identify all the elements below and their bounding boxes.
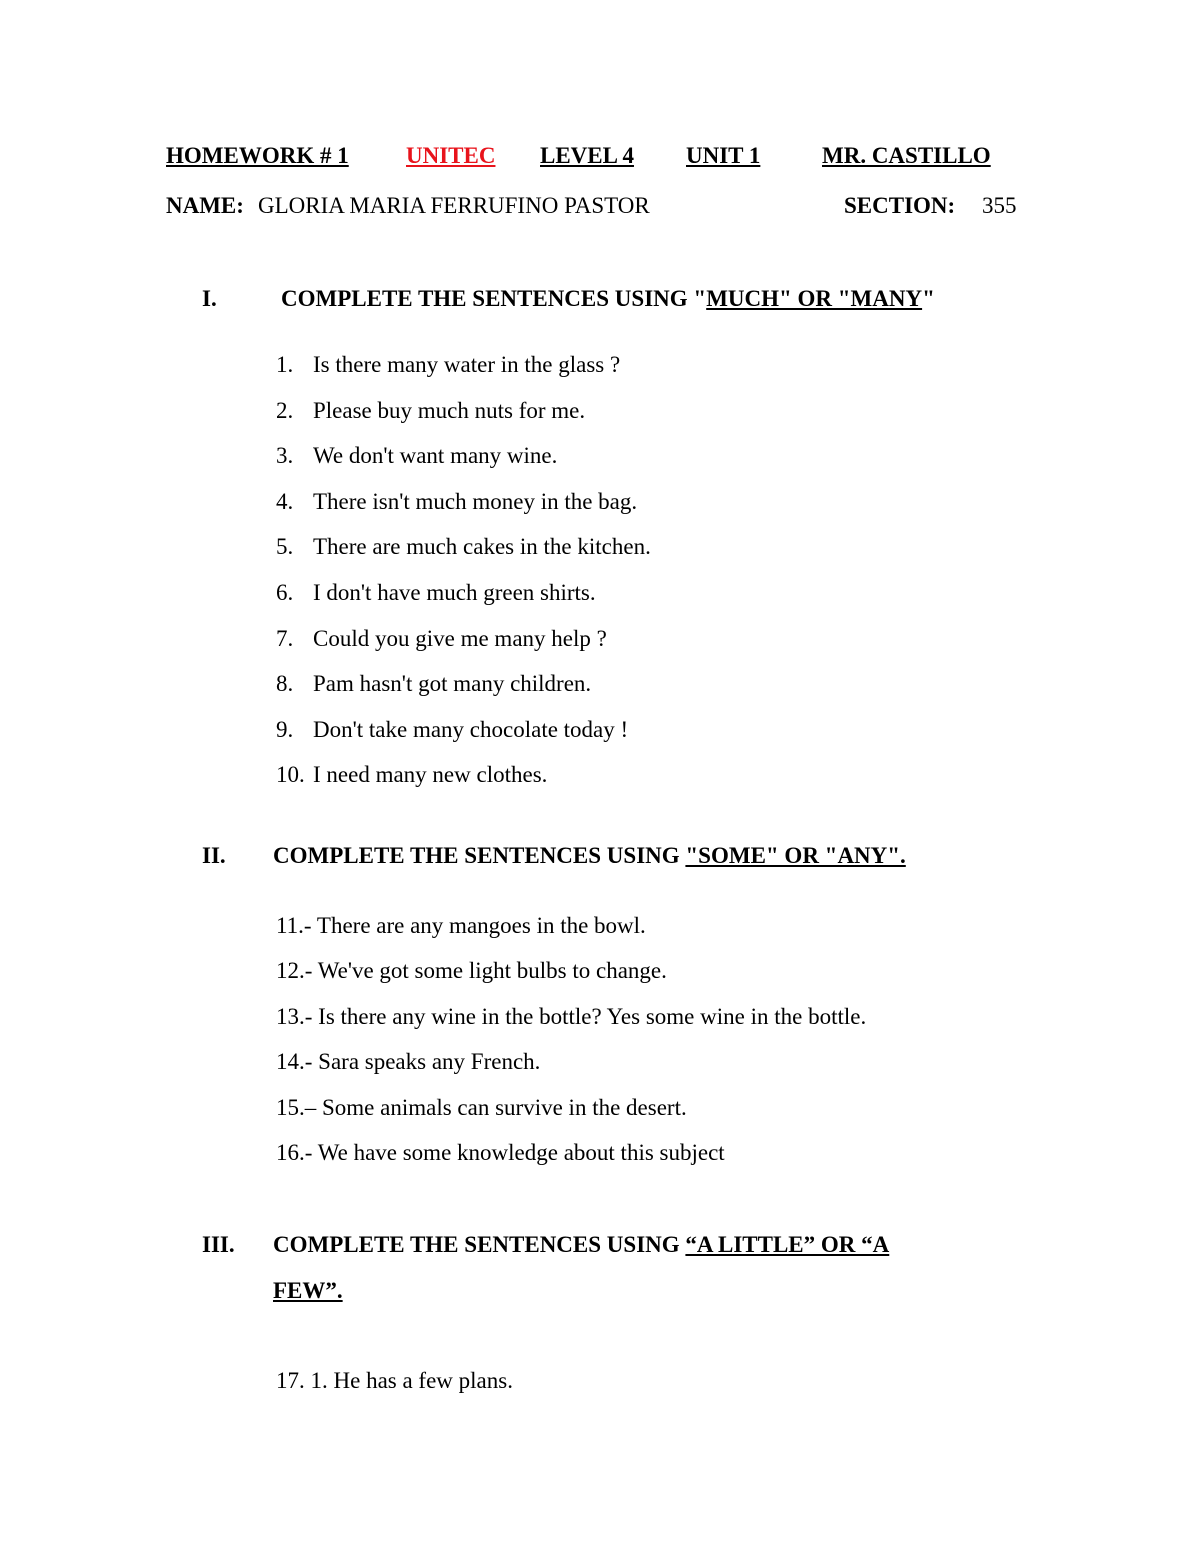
item-text: - Is there any wine in the bottle? Yes some wine in the bottle.: [304, 1003, 867, 1029]
item-text: - There are any mangoes in the bowl.: [303, 913, 646, 938]
item-number: 16.: [276, 1140, 305, 1165]
item-number: 11.: [276, 913, 304, 938]
list-item: [276, 533, 651, 561]
item-number: 5.: [276, 534, 294, 560]
item-number: 17.: [276, 1368, 305, 1393]
section-2-title-underlined: "SOME" OR "ANY".: [685, 843, 906, 868]
teacher-name: MR. CASTILLO: [822, 143, 991, 168]
section-1-title-underlined: MUCH" OR "MANY: [706, 286, 923, 311]
item-text: There are much cakes in the kitchen.: [313, 534, 651, 560]
list-item: [276, 625, 607, 653]
list-item: [276, 1139, 725, 1167]
list-item: [276, 397, 585, 425]
item-text: I don't have much green shirts.: [313, 580, 596, 605]
section-1-title-suffix: ": [922, 286, 935, 311]
item-number: 2.: [276, 397, 294, 423]
item-number: 14.: [276, 1049, 305, 1075]
list-item: [276, 1094, 687, 1122]
list-item: [276, 912, 646, 940]
item-number: 7.: [276, 625, 294, 651]
name-label: NAME:: [166, 193, 244, 218]
section-3-title-line-2: FEW”.: [273, 1278, 343, 1303]
section-3-number: III.: [202, 1232, 235, 1257]
level-label: LEVEL 4: [540, 143, 634, 168]
item-text: - Sara speaks any French.: [304, 1049, 541, 1075]
section-1-title-prefix: COMPLETE THE SENTENCES USING ": [281, 286, 707, 311]
unit-label: UNIT 1: [686, 143, 761, 168]
item-text: - We have some knowledge about this subject: [304, 1140, 725, 1165]
item-number: 9.: [276, 716, 294, 742]
section-value: 355: [982, 193, 1017, 218]
list-item: [276, 351, 620, 379]
item-text: There isn't much money in the bag.: [313, 488, 638, 514]
list-item: [276, 1048, 540, 1076]
section-3-title-line-1: [273, 1231, 889, 1259]
homework-number: HOMEWORK # 1: [166, 143, 349, 168]
list-item: [276, 488, 637, 516]
item-number: 8.: [276, 671, 294, 697]
item-text: Could you give me many help ?: [313, 625, 607, 651]
list-item: [276, 1003, 866, 1031]
item-number: 4.: [276, 488, 294, 514]
item-text: Is there many water in the glass ?: [313, 352, 621, 377]
list-item: [276, 957, 667, 985]
list-item: [276, 761, 547, 789]
item-number: 6.: [276, 580, 294, 605]
item-text: – Some animals can survive in the desert.: [304, 1094, 687, 1120]
section-1-number: I.: [202, 286, 217, 311]
item-text: Pam hasn't got many children.: [313, 671, 592, 697]
item-number: 13.: [276, 1003, 305, 1029]
list-item: [276, 1367, 513, 1395]
item-text: Please buy much nuts for me.: [313, 397, 586, 423]
section-2-title: [273, 842, 906, 870]
item-number: 3.: [276, 443, 294, 469]
section-2-title-prefix: COMPLETE THE SENTENCES USING: [273, 843, 686, 868]
section-1-title: [281, 285, 935, 313]
list-item: [276, 670, 591, 698]
item-text: - We've got some light bulbs to change.: [304, 958, 667, 984]
list-item: [276, 579, 596, 607]
item-text: I need many new clothes.: [313, 762, 548, 788]
student-name: GLORIA MARIA FERRUFINO PASTOR: [258, 193, 650, 218]
list-item: [276, 442, 557, 470]
item-number: 12.: [276, 958, 305, 984]
item-number: 15.: [276, 1094, 305, 1120]
item-text: 1. He has a few plans.: [304, 1368, 513, 1393]
item-text: Don't take many chocolate today !: [313, 716, 629, 742]
item-text: We don't want many wine.: [313, 443, 558, 469]
section-label: SECTION:: [844, 193, 956, 218]
item-number: 10.: [276, 762, 305, 788]
school-name: UNITEC: [406, 143, 496, 168]
item-number: 1.: [276, 352, 294, 377]
homework-header: [166, 142, 1026, 172]
section-3-title-prefix: COMPLETE THE SENTENCES USING: [273, 1232, 686, 1257]
section-3-title-underlined-1: “A LITTLE” OR “A: [685, 1232, 890, 1257]
list-item: [276, 716, 628, 744]
section-2-number: II.: [202, 843, 226, 868]
student-info-row: [166, 192, 1026, 222]
